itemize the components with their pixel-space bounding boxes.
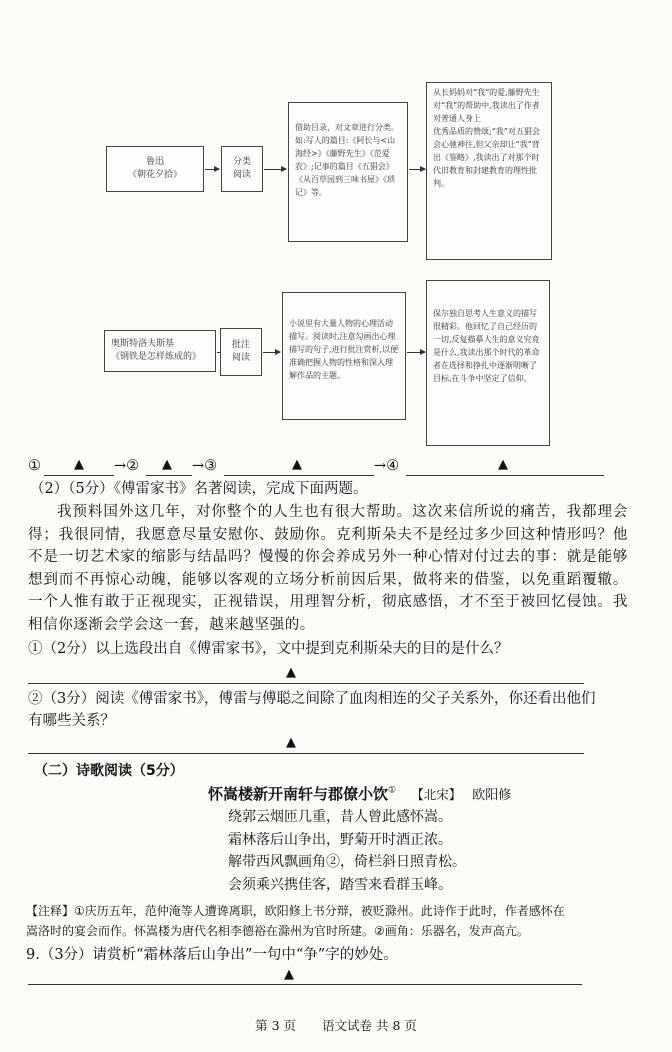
q2-sub1-answer-mark: ▲ xyxy=(286,665,296,680)
poem-dynasty: 【北宋】 xyxy=(411,787,462,802)
page-footer xyxy=(0,1016,672,1034)
q2-sub2-line1: ②（3分）阅读《傅雷家书》，傅雷与傅聪之间除了血肉相连的父子关系外，你还看出他们 xyxy=(28,691,596,707)
q2-passage: 我预料国外这几年，对你整个的人生也有很大帮助。这次来信所说的痛苦，我都理会得；我很同情，我愿意尽量安慰你、鼓励你。克利斯朵夫不是经过多少回这种情形吗？他不是一切艺术家的缩影与结晶吗？慢慢的你会养成另外一种心情对付过去的事：就是能够想到而不再惊心动魄，能够以客观的立场分析前因后果，做将来的借鉴，以免重蹈覆辙。一个人惟有敢于正视现实，正视错误，用理智分析，彻底感悟，才不至于被回忆侵蚀。我相信你逐渐会学会这一套，越来越坚强的。 xyxy=(28,504,628,633)
page-number: 第 3 页 xyxy=(255,1018,297,1033)
flow2-method-box: 批注 阅读 xyxy=(220,328,262,376)
poem-note-line-1: 【注释】①庆历五年，范仲淹等人遭谗离职，欧阳修上书分辩，被贬滁州。此诗作于此时，作者感怀在 xyxy=(26,904,565,918)
poem-line-4: 会须乘兴携佳客，踏雪来看群玉峰。 xyxy=(228,877,452,893)
q2-sub2-answer-mark: ▲ xyxy=(286,735,296,750)
answer-mark-4: ▲ xyxy=(498,457,508,472)
flow2-book-box: 奥斯特洛夫斯基 《钢铁是怎样炼成的》 xyxy=(104,330,216,372)
answer-mark-3: ▲ xyxy=(292,457,302,472)
poem-title: 怀嵩楼新开南轩与郡僚小饮 xyxy=(208,785,389,803)
poetry-section-heading: （二）诗歌阅读（5分） xyxy=(34,763,184,779)
q2-sub2-answer-line[interactable] xyxy=(28,753,584,754)
q2-heading: （2）（5分）《傅雷家书》名著阅读，完成下面两题。 xyxy=(30,481,368,497)
answer-mark-2: ▲ xyxy=(162,457,172,472)
q2-sub1: ①（2分）以上选段出自《傅雷家书》，文中提到克利斯朵夫的目的是什么？ xyxy=(28,641,509,657)
poem-line-1: 绕郭云烟匝几重，昔人曾此感怀嵩。 xyxy=(228,809,452,825)
poem-line-3: 解带西风飘画角②，倚栏斜日照青松。 xyxy=(228,854,466,870)
blank-label-3: →③ xyxy=(192,458,218,474)
blank-label-2: →② xyxy=(114,458,140,474)
flow1-arrow-1 xyxy=(205,169,219,170)
flow1-method-box: 分类 阅读 xyxy=(221,146,263,192)
answer-line-1[interactable] xyxy=(44,475,114,476)
answer-line-4[interactable] xyxy=(406,475,604,476)
answer-line-2[interactable] xyxy=(146,475,192,476)
flow1-result-box: 从长妈妈对“我”的爱,藤野先生对“我”的帮助中,我读出了作者对普通人身上 优秀品质的赞颂;“我”对五猖会会心驰神往,但父亲却让“我”背出《鉴略》,我读出了对那个时代旧教育和封建教育的理性批判。 xyxy=(426,82,552,260)
poem-title-row xyxy=(208,783,511,804)
flow1-note-box: 借助目录，对文章进行分类。如:写人的篇目:《阿长与<山海经>》《藤野先生》《范爱农》;记事的篇目《五猖会》《从百草园到三味书屋》《琐记》等。 xyxy=(288,102,408,242)
q9-answer-line[interactable] xyxy=(28,984,582,985)
flow2-result-box: 保尔独自思考人生意义的描写很精彩。他回忆了自己经历的一切,反复描摹人生的意义究竟是什么,我读出那个时代的革命者在选择和挣扎中逐渐明晰了目标,在斗争中坚定了信仰。 xyxy=(426,280,550,446)
flow2-note-box: 小说里有大量人物的心理活动描写。阅读时,注意勾画出心理描写的句子,进行批注赏析,以便准确把握人物的性格和深入理解作品的主题。 xyxy=(282,292,406,420)
flow1-arrow-3 xyxy=(409,169,425,170)
flow1-arrow-2 xyxy=(264,169,286,170)
poem-note-line-2: 嵩洛时的宴会而作。怀嵩楼为唐代名相李德裕在滁州为官时所建。②画角：乐器名，发声高亢。 xyxy=(26,924,529,938)
poem-author: 欧阳修 xyxy=(472,788,512,803)
q9-answer-mark: ▲ xyxy=(284,967,294,982)
blank-label-4: →④ xyxy=(374,458,400,474)
answer-line-3[interactable] xyxy=(224,475,374,476)
answer-mark-1: ▲ xyxy=(74,457,84,472)
q2-sub2-line2: 有哪些关系？ xyxy=(28,713,115,729)
poem-title-footnote: ① xyxy=(388,785,397,796)
flow2-arrow-2 xyxy=(263,352,280,353)
flow1-book-box: 鲁迅 《朝花夕拾》 xyxy=(106,146,204,192)
paper-info: 语文试卷 共 8 页 xyxy=(322,1018,417,1033)
poem-line-2: 霜林落后山争出，野菊开时酒正浓。 xyxy=(228,832,452,848)
question-9: 9.（3分）请赏析“霜林落后山争出”一句中“争”字的妙处。 xyxy=(26,947,398,963)
q2-sub1-answer-line[interactable] xyxy=(28,683,584,684)
blank-label-1: ① xyxy=(28,458,41,474)
flow2-arrow-3 xyxy=(407,352,425,353)
